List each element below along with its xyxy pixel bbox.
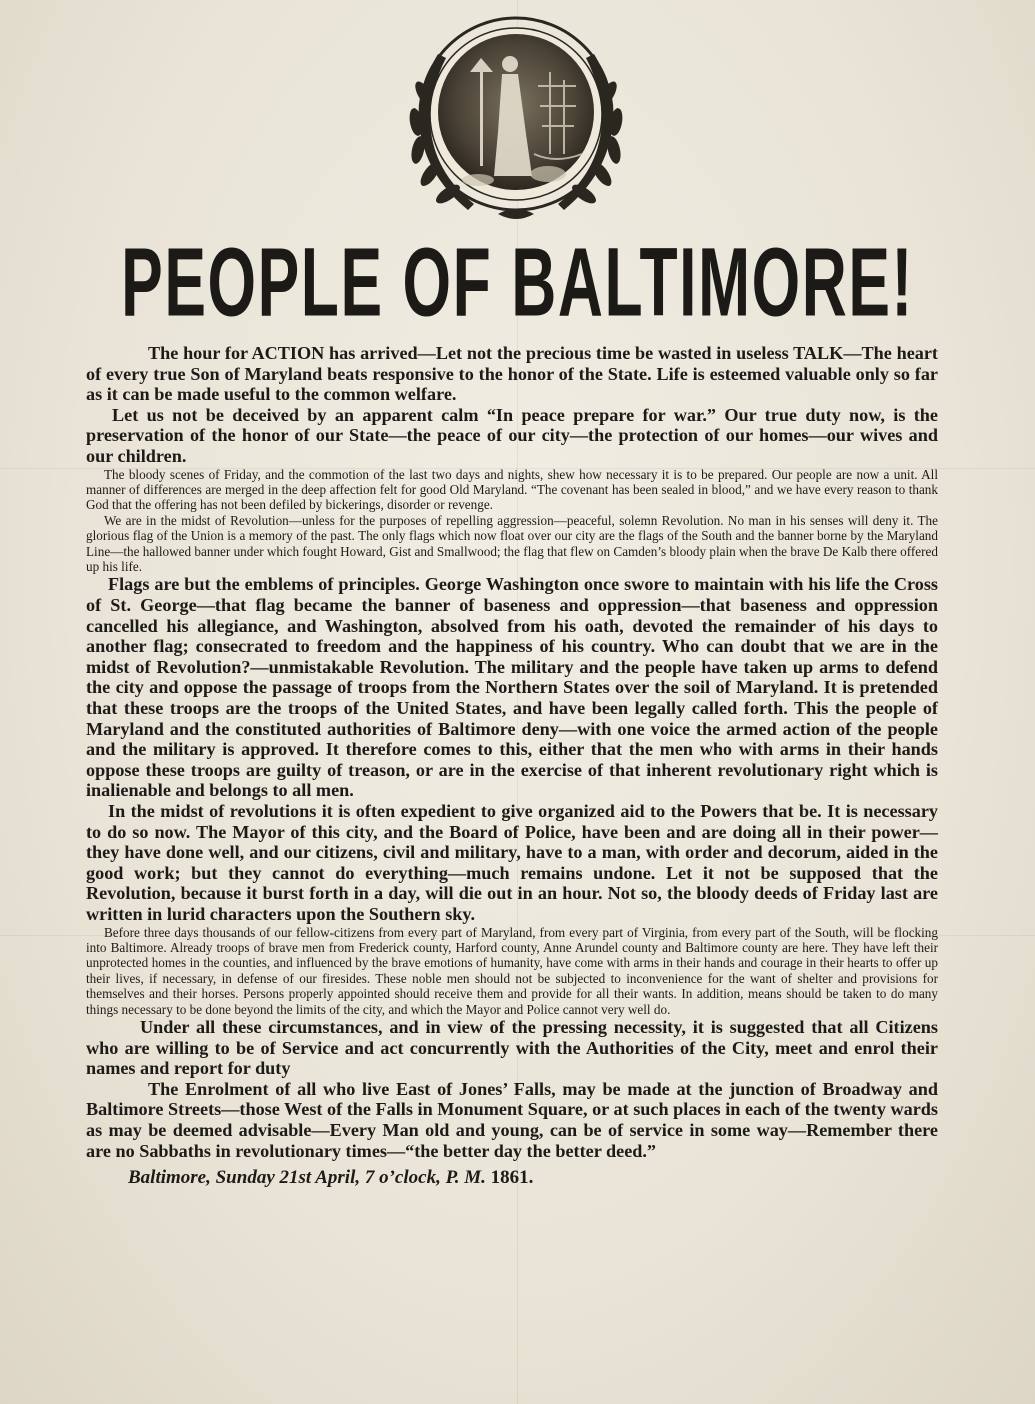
signature-year: 1861. (490, 1167, 534, 1189)
paragraph-8: Under all these circumstances, and in view of the pressing necessity, it is suggested that all Citizens who are willing to be of Service and act concurrently with the Authorities of the City, meet and enrol their names and report for duty (86, 1016, 938, 1079)
paragraph-2: Let us not be deceived by an apparent calm “In peace prepare for war.” Our true duty now, is the preservation of the honor of our State—the peace of our city—the protection of our homes—our wives and our children. (86, 404, 938, 466)
paragraph-7: Before three days thousands of our fellow-citizens from every part of Maryland, from every part of Virginia, from every part of the South, will be flocking into Baltimore. Already troops of brave men from Frederick county, Harford county, Anne Arundel county and Baltimore county are here. They have left their unprotected homes in the counties, and influenced by the brave emotions of humanity, have come with arms in their hands and courage in their hearts to offer up their lives, if necessary, in defense of our firesides. These noble men should not be subjected to inconvenience for the want of shelter and provisions for themselves and their horses. Persons properly appointed should receive them and provide for all their wants. In addition, means should be taken to do many things necessary to be done beyond the limits of the city, and which the Mayor and Police cannot very well do. (86, 924, 938, 1017)
headline: PEOPLE OF BALTIMORE! (121, 227, 914, 337)
paragraph-4: We are in the midst of Revolution—unless for the purposes of repelling aggression—peaceful, solemn Revolution. No man in his senses will deny it. The glorious flag of the Union is a memory of the past. The only flags which now float over our city are the flags of the South and the banner borne by the Maryland Line—the hallowed banner under which fought Howard, Gist and Smallwood; the flag that flew on Camden’s bloody plain when the brave De Kalb there offered up his life. (86, 512, 938, 574)
proclamation-body (86, 343, 938, 1189)
state-seal-icon (398, 14, 634, 230)
signature-line (86, 1167, 938, 1189)
paragraph-3: The bloody scenes of Friday, and the commotion of the last two days and nights, shew how necessary it is to be prepared. Our people are now a unit. All manner of differences are merged in the deep affection felt for good Old Maryland. “The covenant has been sealed in blood,” and we have every reason to thank God that the offering has not been defiled by bickerings, disorder or revenge. (86, 466, 938, 513)
paragraph-5: Flags are but the emblems of principles. George Washington once swore to maintain with his life the Cross of St. George—that flag became the banner of baseness and oppression—that baseness and oppression cancelled his allegiance, and Washington, absolved from his oath, devoted the remainder of his days to another flag; consecrated to freedom and the happiness of his country. Who can doubt that we are in the midst of Revolution?—unmistakable Revolution. The military and the people have taken up arms to defend the city and oppose the passage of troops from the Northern States over the soil of Maryland. It is pretended that these troops are the troops of the United States, and have been legally called forth. This the people of Maryland and the constituted authorities of Baltimore deny—with one voice the armed action of the people and the military is approved. It therefore comes to this, either that the men who with arms in their hands oppose these troops are guilty of treason, or are in the exercise of that inherent revolutionary right which is inalienable and belongs to all men. (86, 574, 938, 801)
signature-place-date: Baltimore, Sunday 21st April, 7 o’clock, P. M. (128, 1167, 486, 1189)
paragraph-6: In the midst of revolutions it is often expedient to give organized aid to the Powers that be. It is necessary to do so now. The Mayor of this city, and the Board of Police, have been and are doing all in their power—they have done well, and our citizens, civil and military, have to a man, with order and decorum, aided in the good work; but they cannot do everything—much remains undone. Let it not be supposed that the Revolution, because it burst forth in a day, will die out in an hour. Not so, the bloody deeds of Friday last are written in lurid characters upon the Southern sky. (86, 800, 938, 924)
paragraph-1: The hour for ACTION has arrived—Let not the precious time be wasted in useless TALK—The heart of every true Son of Maryland beats responsive to the honor of the State. Life is esteemed valuable only so far as it can be made useful to the common welfare. (86, 343, 938, 405)
paragraph-9: The Enrolment of all who live East of Jones’ Falls, may be made at the junction of Broadway and Baltimore Streets—those West of the Falls in Monument Square, or at such places in each of the twenty wards as may be deemed advisable—Every Man old and young, can be of service in some way—Remember there are no Sabbaths in revolutionary times—“the better day the better deed.” (86, 1078, 938, 1161)
